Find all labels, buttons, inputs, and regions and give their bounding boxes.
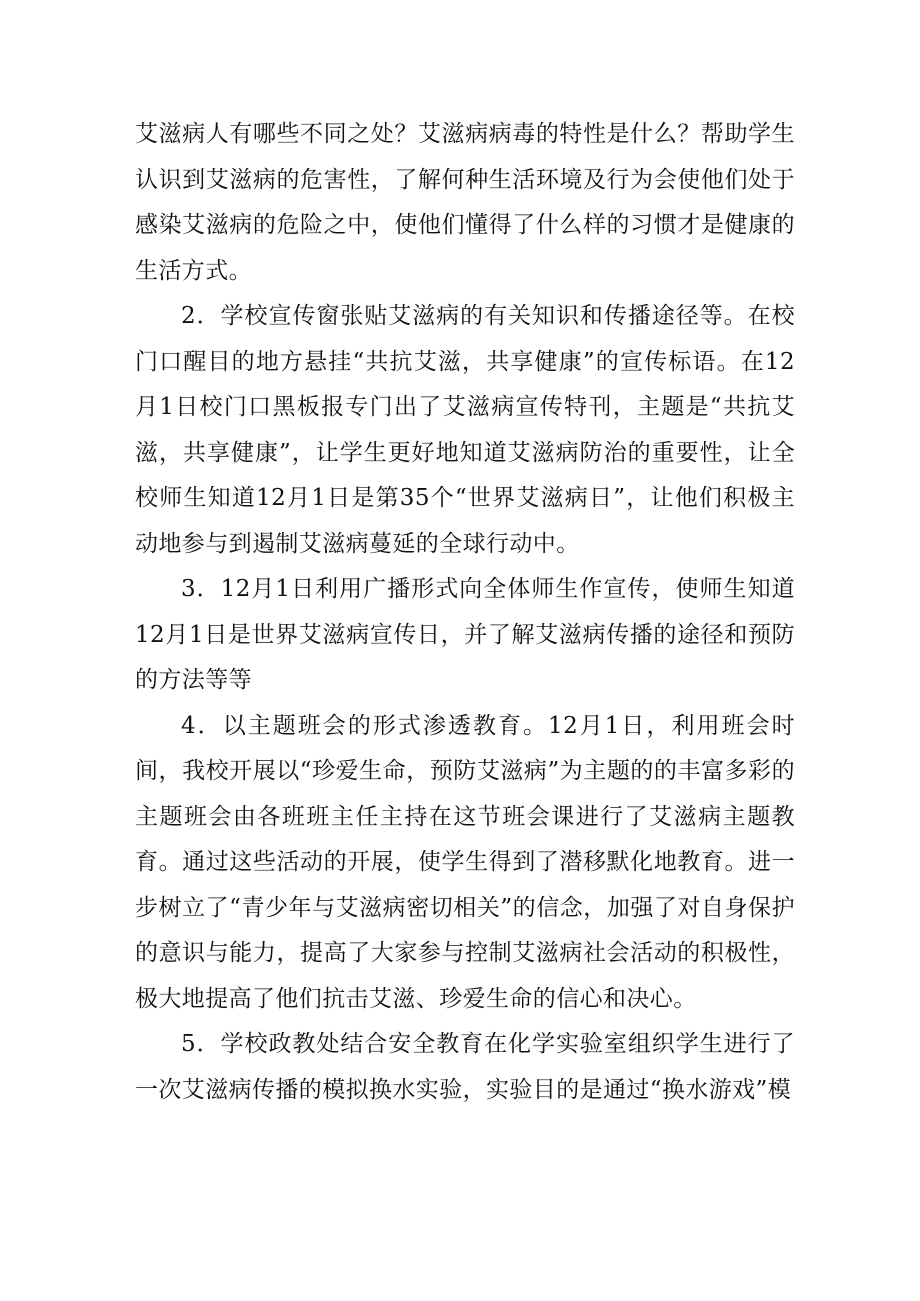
- document-body: [135, 112, 795, 1113]
- paragraph-3: 3．12月1日利用广播形式向全体师生作宣传，使师生知道12月1日是世界艾滋病宣传日，并了解艾滋病传播的途径和预防的方法等等: [135, 576, 795, 693]
- paragraph-5: 5．学校政教处结合安全教育在化学实验室组织学生进行了一次艾滋病传播的模拟换水实验，实验目的是通过“换水游戏”模: [135, 1031, 795, 1103]
- paragraph-4: 4．以主题班会的形式渗透教育。12月1日，利用班会时间，我校开展以“珍爱生命，预防艾滋病”为主题的的丰富多彩的主题班会由各班班主任主持在这节班会课进行了艾滋病主题教育。通过这些活动的开展，使学生得到了潜移默化地教育。进一步树立了“青少年与艾滋病密切相关”的信念，加强了对自身保护的意识与能力，提高了大家参与控制艾滋病社会活动的积极性，极大地提高了他们抗击艾滋、珍爱生命的信心和决心。: [135, 712, 795, 1012]
- paragraph-2: 2．学校宣传窗张贴艾滋病的有关知识和传播途径等。在校门口醒目的地方悬挂“共抗艾滋，共享健康”的宣传标语。在12月1日校门口黑板报专门出了艾滋病宣传特刊，主题是“共抗艾滋，共享健康”，让学生更好地知道艾滋病防治的重要性，让全校师生知道12月1日是第35个“世界艾滋病日”，让他们积极主动地参与到遏制艾滋病蔓延的全球行动中。: [135, 303, 795, 557]
- paragraph-1: 艾滋病人有哪些不同之处？艾滋病病毒的特性是什么？帮助学生认识到艾滋病的危害性，了解何种生活环境及行为会使他们处于感染艾滋病的危险之中，使他们懂得了什么样的习惯才是健康的生活方式。: [135, 121, 795, 284]
